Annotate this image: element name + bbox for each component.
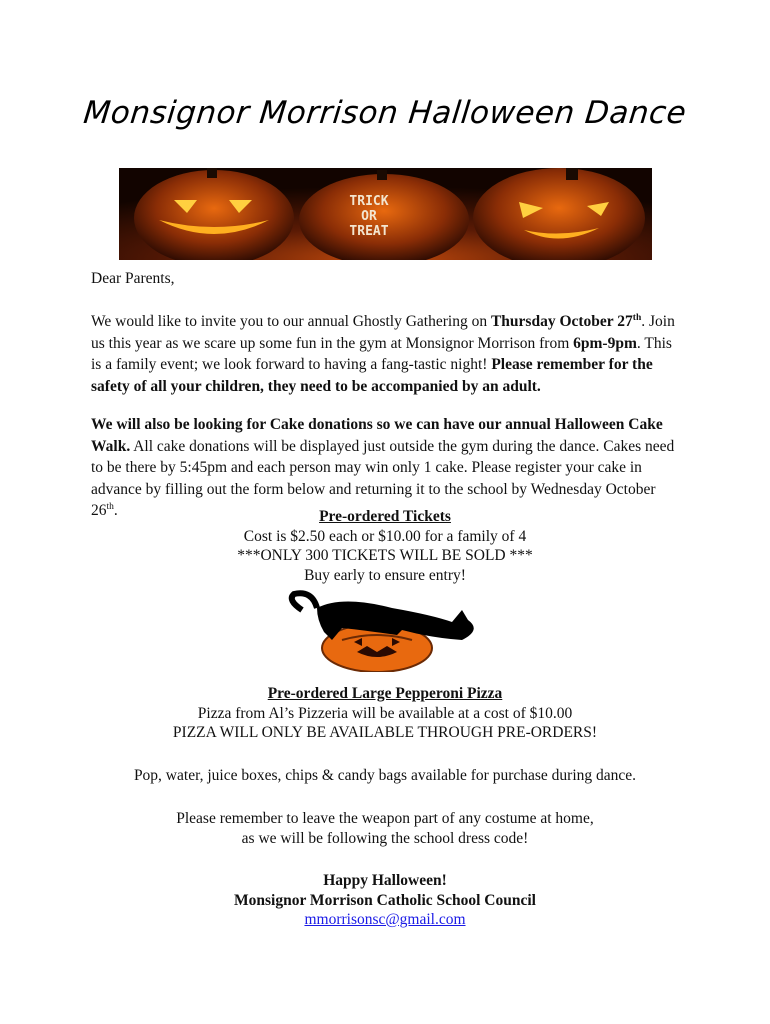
- council-name: Monsignor Morrison Catholic School Council: [234, 891, 536, 909]
- cake-end: .: [113, 502, 118, 519]
- date-suffix: th: [632, 312, 642, 323]
- invitation-text-a: We would like to invite you to our annual Ghostly Gathering on: [91, 313, 491, 330]
- event-time: 6pm-9pm: [573, 334, 637, 352]
- tickets-note: Buy early to ensure entry!: [304, 566, 466, 584]
- costume-note: [0, 809, 770, 848]
- tickets-cost: Cost is $2.50 each or $10.00 for a family of 4: [243, 527, 527, 545]
- costume-note-line1: Please remember to leave the weapon part of any costume at home,: [176, 810, 594, 827]
- cake-details: All cake donations will be displayed just outside the gym during the dance. Cakes need to be there by 5:45pm and each person may win only 1 cake. Please register your cake in advance by filling out the form below and returning it to the school by Wednesday October 26: [91, 437, 675, 519]
- cake-walk-heading: We will also be looking for Cake donations so we can have our annual Halloween Cake Walk.: [91, 416, 663, 455]
- event-date: Thursday October 27: [490, 313, 633, 330]
- page-title: Monsignor Morrison Halloween Dance: [81, 95, 689, 131]
- pizza-preorder-note: PIZZA WILL ONLY BE AVAILABLE THROUGH PRE-ORDERS!: [172, 724, 598, 741]
- cat-on-pumpkin-image: [282, 590, 482, 672]
- pizza-section: [0, 684, 770, 743]
- closing-section: [0, 871, 770, 930]
- invitation-text-b: . Join us this year as we scare up some fun in the gym at Monsignor Morrison from: [91, 313, 675, 352]
- pumpkin-banner-image: [119, 168, 652, 260]
- tickets-limit: ***ONLY 300 TICKETS WILL BE SOLD ***: [237, 547, 533, 564]
- snacks-note: Pop, water, juice boxes, chips & candy bags available for purchase during dance.: [133, 767, 637, 784]
- tickets-heading: Pre-ordered Tickets: [319, 508, 451, 525]
- trick-text: TRICK: [349, 194, 389, 209]
- tickets-section: [0, 507, 770, 585]
- pizza-price: Pizza from Al’s Pizzeria will be available at a cost of $10.00: [197, 704, 573, 722]
- treat-text: TREAT: [349, 224, 389, 239]
- invitation-text-c: . This is a family event; we look forward to having a fang-tastic night!: [91, 334, 672, 373]
- greeting: Dear Parents,: [91, 270, 175, 287]
- or-text: OR: [361, 209, 377, 224]
- happy-halloween: Happy Halloween!: [323, 872, 447, 889]
- invitation-paragraph: [91, 311, 681, 397]
- costume-note-line2: as we will be following the school dress code!: [241, 829, 529, 847]
- safety-notice: Please remember for the safety of all your children, they need to be accompanied by an adult.: [91, 356, 653, 395]
- black-cat-icon: [282, 590, 482, 672]
- cake-date-suffix: th: [106, 501, 114, 512]
- cake-paragraph: [91, 414, 681, 522]
- council-email-link[interactable]: mmorrisonsc@gmail.com: [304, 911, 466, 928]
- pizza-heading: Pre-ordered Large Pepperoni Pizza: [267, 685, 503, 702]
